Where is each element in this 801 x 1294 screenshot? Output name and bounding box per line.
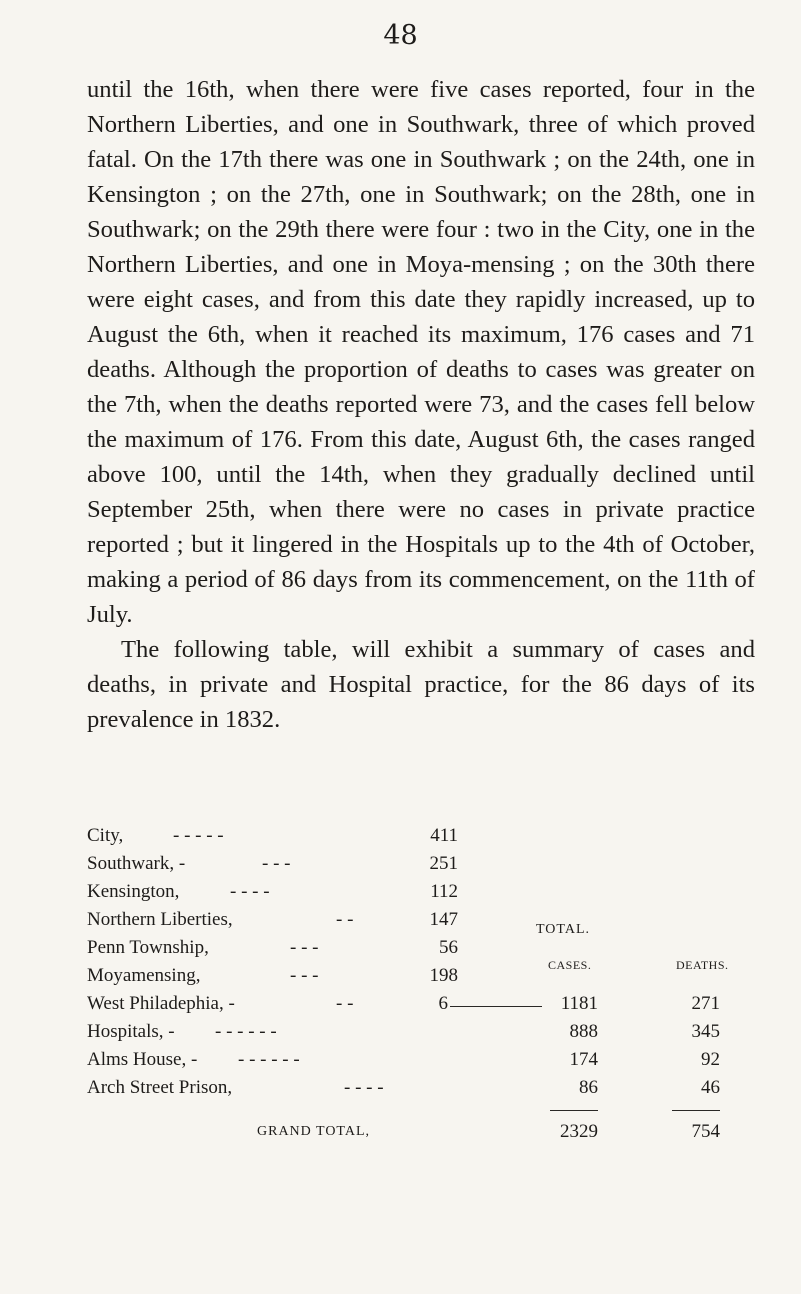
institution-deaths: 46 <box>701 1077 720 1098</box>
deaths-heading: DEATHS. <box>676 958 729 972</box>
grand-total-cases: 2329 <box>560 1121 598 1142</box>
district-value: 147 <box>429 909 458 930</box>
private-total-deaths: 271 <box>691 993 720 1014</box>
brace-rule <box>450 1006 542 1007</box>
institution-dashes: - - - - - - <box>215 1021 277 1042</box>
district-value: 56 <box>439 937 458 958</box>
paragraph-1: until the 16th, when there were five cases reported, four in the Northern Liberties, and one in Southwark, three of which proved fatal. On the 17th there was one in Southwark ; on the 24th, one in Kensington ; on the 27th, one in Southwark; on the 28th, one in Southwark; on the 29th there were four : two in the City, one in the Northern Liberties, and one in Moya-mensing ; on the 30th there were eight cases, and from this date they rapidly increased, up to August the 6th, when it reached its maximum, 176 cases and 71 deaths. Although the proportion of deaths to cases was greater on the 7th, when the deaths reported were 73, and the cases fell below the maximum of 176. From this date, August 6th, the cases ranged above 100, until the 14th, when they gradually declined until September 25th, when there were no cases in private practice reported ; but it lingered in the Hospitals up to the 4th of October, making a period of 86 days from its commencement, on the 11th of July. <box>87 76 755 628</box>
grand-total-deaths: 754 <box>691 1121 720 1142</box>
district-name: Moyamensing, <box>87 965 201 986</box>
page-number: 48 <box>383 20 418 51</box>
grand-total-label: GRAND TOTAL, <box>257 1124 371 1139</box>
institution-cases: 174 <box>569 1049 598 1070</box>
district-value: 6 <box>438 993 448 1014</box>
institution-deaths: 92 <box>701 1049 720 1070</box>
cases-heading: CASES. <box>548 958 592 972</box>
institution-name: Arch Street Prison, <box>87 1077 233 1098</box>
total-heading: TOTAL. <box>536 922 591 937</box>
cases-sum-rule <box>550 1110 598 1111</box>
institution-cases: 888 <box>569 1021 598 1042</box>
district-name: Penn Township, <box>87 937 209 958</box>
district-name: Northern Liberties, <box>87 909 233 930</box>
district-name: Southwark, - <box>87 853 186 874</box>
district-dashes: - - <box>336 993 354 1014</box>
institution-name: Alms House, - <box>87 1049 198 1070</box>
institution-cases: 86 <box>579 1077 598 1098</box>
institution-dashes: - - - - - - <box>238 1049 300 1070</box>
institution-dashes: - - - - <box>344 1077 384 1098</box>
district-name: Kensington, <box>87 881 180 902</box>
district-name: West Philadephia, - <box>87 993 235 1014</box>
district-dashes: - - - <box>290 965 319 986</box>
district-dashes: - - - <box>262 853 291 874</box>
district-value: 251 <box>429 853 458 874</box>
deaths-sum-rule <box>672 1110 720 1111</box>
district-dashes: - - <box>336 909 354 930</box>
district-dashes: - - - <box>290 937 319 958</box>
district-name: City, <box>87 825 124 846</box>
private-total-cases: 1181 <box>560 993 598 1014</box>
district-value: 411 <box>430 825 458 846</box>
institution-name: Hospitals, - <box>87 1021 175 1042</box>
paragraph-2: The following table, will exhibit a summary of cases and deaths, in private and Hospital practice, for the 86 days of its prevalence in 1832. <box>87 636 755 733</box>
institution-deaths: 345 <box>691 1021 720 1042</box>
district-dashes: - - - - - <box>173 825 224 846</box>
district-value: 112 <box>430 881 458 902</box>
district-value: 198 <box>429 965 458 986</box>
district-dashes: - - - - <box>230 881 270 902</box>
